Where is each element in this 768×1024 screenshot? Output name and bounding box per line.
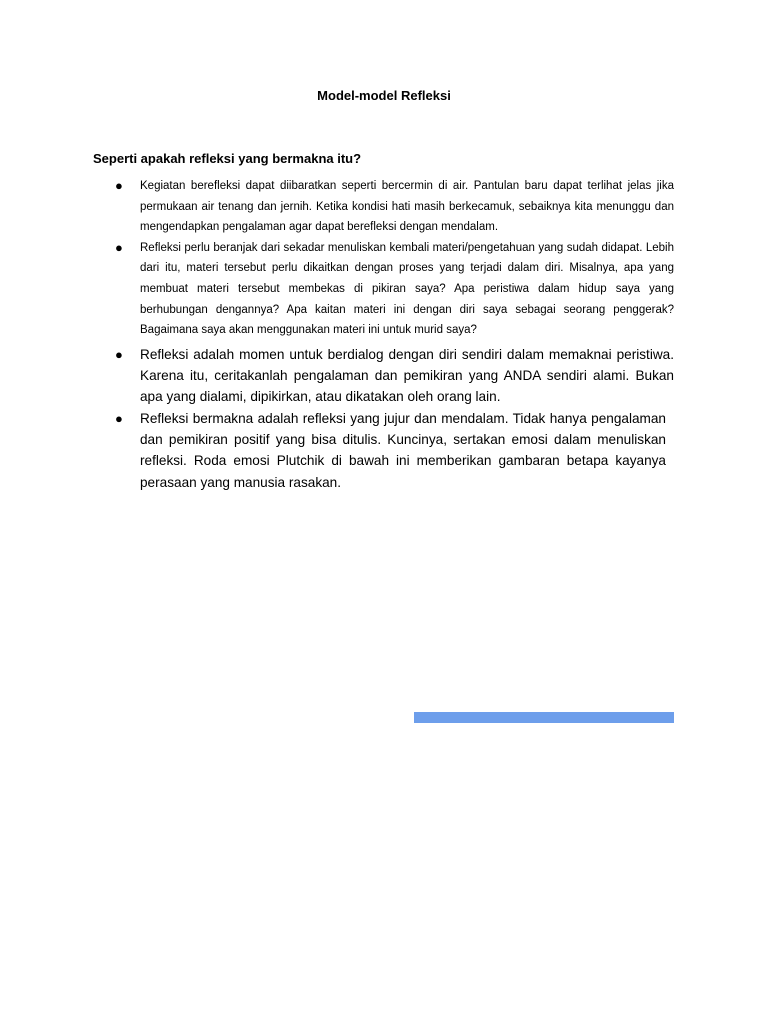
bullet-icon: ● — [115, 410, 123, 426]
bullet-icon: ● — [115, 178, 123, 193]
list-item-text: Refleksi perlu beranjak dari sekadar menuliskan kembali materi/pengetahuan yang sudah didapat. Lebih dari itu, materi tersebut perlu dikaitkan dengan proses yang terjadi dalam diri. Misalnya, apa yang membuat materi tersebut membekas di pikiran saya? Apa peristiwa dalam hidup saya yang berhubungan dengannya? Apa kaitan materi ini dengan diri saya sebagai seorang penggerak? Bagaimana saya akan menggunakan materi ini untuk murid saya? — [140, 241, 674, 337]
bullet-list — [93, 176, 674, 493]
list-item — [93, 344, 674, 408]
list-item — [93, 176, 674, 238]
bullet-icon: ● — [115, 239, 123, 255]
list-item-text: Refleksi adalah momen untuk berdialog dengan diri sendiri dalam memaknai peristiwa. Karena itu, ceritakanlah pengalaman dan pemikiran yang ANDA sendiri alami. Bukan apa yang dialami, dipikirkan, atau dikatakan oleh orang lain. — [140, 346, 674, 405]
accent-bar — [414, 712, 674, 723]
list-item-text: Kegiatan berefleksi dapat diibaratkan seperti bercermin di air. Pantulan baru dapat terlihat jelas jika permukaan air tenang dan jernih. Ketika kondisi hati masih berkecamuk, sebaiknya kita menunggu dan mengendapkan pengalaman agar dapat berefleksi dengan mendalam. — [140, 180, 674, 234]
list-item — [93, 238, 674, 341]
bullet-icon: ● — [115, 346, 123, 362]
section-heading: Seperti apakah refleksi yang bermakna itu? — [93, 151, 362, 166]
list-item — [93, 408, 666, 493]
page-title: Model-model Refleksi — [317, 88, 451, 103]
list-item-text: Refleksi bermakna adalah refleksi yang jujur dan mendalam. Tidak hanya pengalaman dan pemikiran positif yang bisa ditulis. Kuncinya, sertakan emosi dalam menuliskan refleksi. Roda emosi Plutchik di bawah ini memberikan gambaran betapa kayanya perasaan yang manusia rasakan. — [140, 410, 666, 490]
